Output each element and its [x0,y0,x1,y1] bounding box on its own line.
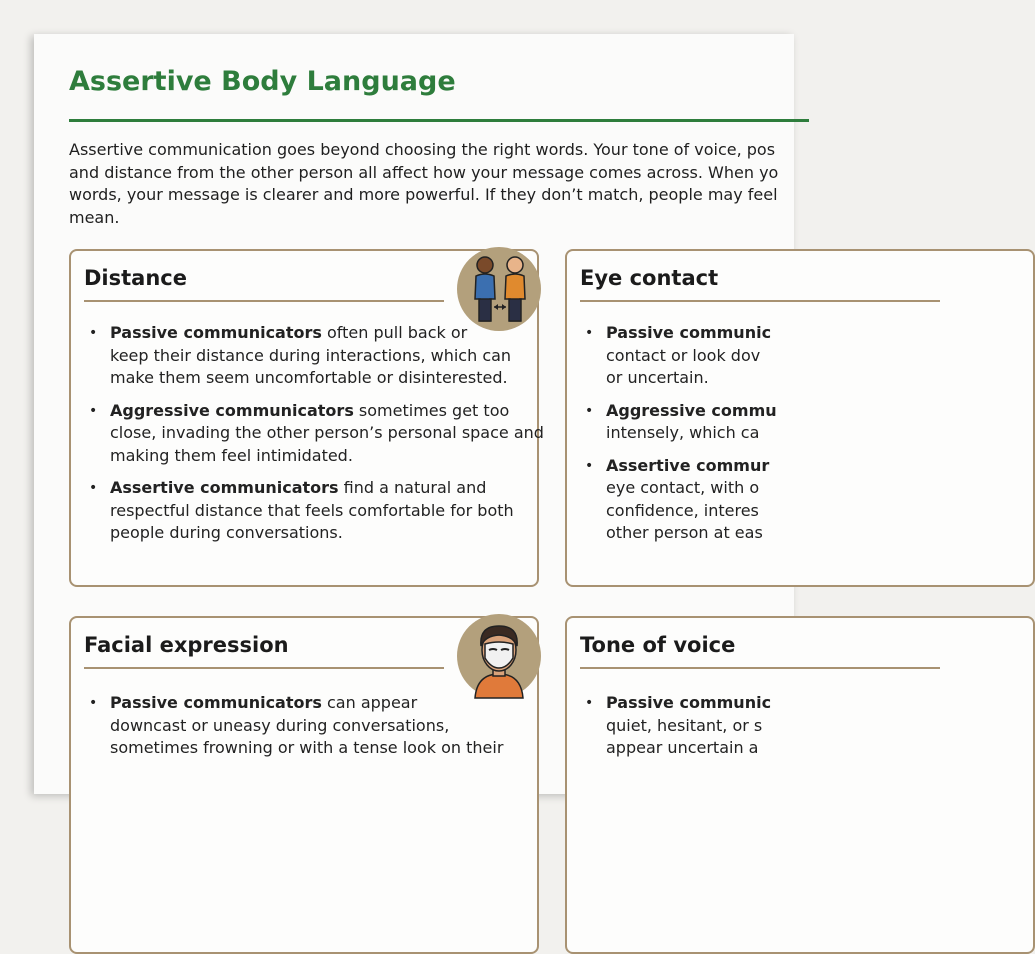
face-mask-icon [457,614,541,698]
bullet-text: sometimes get too [353,400,510,420]
bullet-line [110,400,529,423]
bullet-line: downcast or uneasy during conversations, [110,715,450,735]
bullet-text: often pull back or [321,323,468,342]
bullet-line: intensely, which ca [606,423,760,442]
bullet-line [606,692,1025,715]
bullet-line [110,477,529,500]
bullet-line [606,455,1025,478]
card-divider [84,300,444,302]
bullet-list [89,692,529,770]
bullet-line [606,322,1025,345]
intro-line: mean. [69,207,120,227]
bullet-line: sometimes frowning or with a tense look on their [110,738,504,757]
card-divider [580,300,940,302]
bullet-line: eye contact, with o [606,478,760,497]
bullet-text: find a natural and [338,478,487,497]
card-title: Tone of voice [580,633,736,657]
list-item [585,692,1025,760]
card-divider [84,667,444,669]
intro-paragraph [69,139,809,229]
intro-line: words, your message is clearer and more powerful. If they don’t match, people may feel [69,185,778,204]
bullet-text: can appear [321,693,418,712]
intro-line: and distance from the other person all affect how your message comes across. When yo [69,162,779,182]
card-eye-contact [565,249,1035,587]
bullet-line: respectful distance that feels comfortable for both [110,500,514,520]
bullet-lead: Passive communic [606,323,772,342]
bullet-line: confidence, interes [606,500,759,520]
worksheet-page [34,34,794,794]
bullet-lead: Assertive commur [606,455,770,475]
bullet-lead: Aggressive communicators [110,400,354,420]
page-title: Assertive Body Language [69,66,456,97]
bullet-line: keep their distance during interactions, which can [110,345,512,365]
bullet-line: other person at eas [606,523,763,542]
list-item [585,400,1025,445]
list-item [89,692,529,760]
card-tone-of-voice [565,616,1035,954]
card-title: Facial expression [84,633,289,657]
bullet-list [89,322,544,555]
bullet-line [606,400,1025,423]
card-divider [580,667,940,669]
list-item [89,400,544,468]
intro-line: Assertive communication goes beyond choosing the right words. Your tone of voice, pos [69,140,776,159]
list-item [89,477,529,545]
bullet-line: make them seem uncomfortable or disinterested. [110,368,508,387]
bullet-line: quiet, hesitant, or s [606,715,763,735]
bullet-line: people during conversations. [110,523,343,542]
bullet-lead: Passive communic [606,693,772,712]
bullet-lead: Passive communicators [110,693,322,712]
bullet-line: making them feel intimidated. [110,445,353,465]
card-title: Distance [84,266,187,290]
list-item [89,322,529,390]
bullet-line: contact or look dov [606,345,761,365]
bullet-list [585,692,1025,770]
bullet-line: close, invading the other person’s personal space and [110,423,544,442]
bullet-line: or uncertain. [606,368,709,387]
bullet-lead: Passive communicators [110,323,322,342]
bullet-lead: Aggressive commu [606,400,777,420]
title-divider [69,119,809,122]
card-title: Eye contact [580,266,719,290]
bullet-line: appear uncertain a [606,738,759,757]
list-item [585,322,1025,390]
bullet-list [585,322,1025,555]
list-item [585,455,1025,545]
bullet-lead: Assertive communicators [110,478,339,497]
two-people-distance-icon [457,247,541,331]
